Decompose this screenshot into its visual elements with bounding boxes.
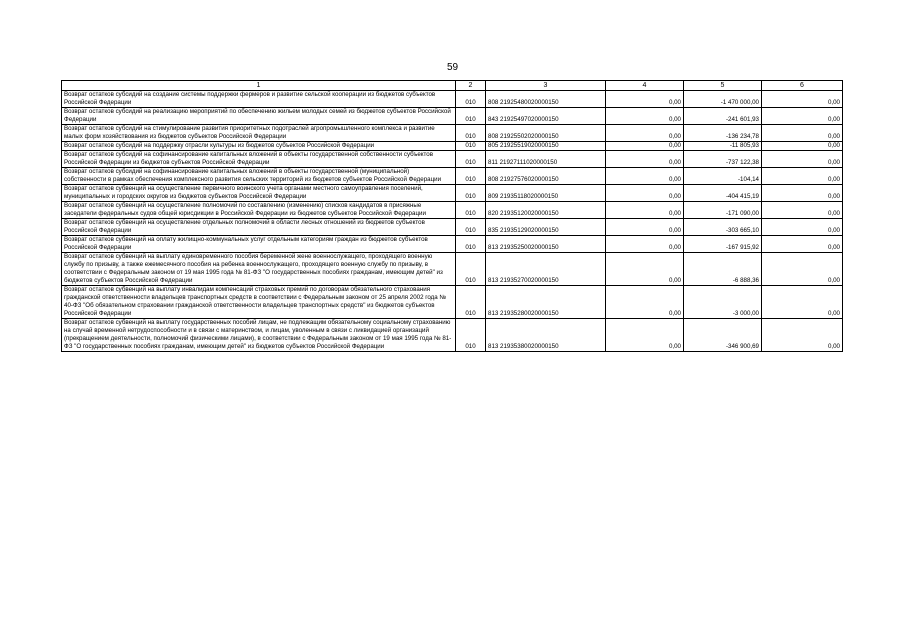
row-name: Возврат остатков субсидий на создание системы поддержки фермеров и развитие сельской кооперации из бюджетов субъектов Российской Федерации	[62, 91, 456, 108]
row-budget-code: 835 21935129020000150	[486, 219, 606, 236]
row-value-col5: -104,14	[684, 168, 762, 185]
row-value-col5: -404 415,19	[684, 185, 762, 202]
row-value-col5: -136 234,78	[684, 125, 762, 142]
row-value-col5: -303 665,10	[684, 219, 762, 236]
row-name: Возврат остатков субсидий на поддержку отрасли культуры из бюджетов субъектов Российской Федерации	[62, 142, 456, 151]
row-value-col5: -11 805,93	[684, 142, 762, 151]
row-value-col6: 0,00	[762, 319, 843, 352]
row-line-code: 010	[456, 253, 486, 286]
col-header-1: 1	[62, 81, 456, 91]
row-name: Возврат остатков субвенций на оплату жилищно-коммунальных услуг отдельным категориям граждан из бюджетов субъектов Российской Федерации	[62, 236, 456, 253]
row-value-col5: -167 915,92	[684, 236, 762, 253]
row-budget-code: 813 21935250020000150	[486, 236, 606, 253]
row-name: Возврат остатков субвенций на осуществление полномочий по составлению (изменению) списков кандидатов в присяжные заседатели федеральных судов общей юрисдикции в Российской Федерации из бюджетов субъектов Российской Федерации	[62, 202, 456, 219]
row-name: Возврат остатков субвенций на выплату государственных пособий лицам, не подлежащим обязательному социальному страхованию на случай временной нетрудоспособности и в связи с материнством, и лицам, уволенным в связи с ликвидацией организаций (прекращением деятельности, полномочий физическими лицами), в соответствии с Федеральным законом от 19 мая 1995 года № 81-ФЗ "О государственных пособиях гражданам, имеющим детей" из бюджетов субъектов Российской Федерации	[62, 319, 456, 352]
row-value-col5: -6 888,36	[684, 253, 762, 286]
row-name: Возврат остатков субсидий на софинансирование капитальных вложений в объекты государственной собственности субъектов Российской Федерации из бюджетов субъектов Российской Федерации	[62, 151, 456, 168]
report-table	[61, 80, 843, 352]
row-value-col6: 0,00	[762, 142, 843, 151]
row-line-code: 010	[456, 319, 486, 352]
row-line-code: 010	[456, 219, 486, 236]
table-row	[62, 168, 843, 185]
row-line-code: 010	[456, 91, 486, 108]
row-name: Возврат остатков субвенций на осуществление первичного воинского учета органами местного самоуправления поселений, муниципальных и городских округов из бюджетов субъектов Российской Федерации	[62, 185, 456, 202]
row-line-code: 010	[456, 142, 486, 151]
table-row	[62, 219, 843, 236]
row-line-code: 010	[456, 125, 486, 142]
row-value-col4: 0,00	[606, 236, 684, 253]
row-budget-code: 808 21927576020000150	[486, 168, 606, 185]
row-name: Возврат остатков субвенций на выплату инвалидам компенсаций страховых премий по договорам обязательного страхования гражданской ответственности владельцев транспортных средств в соответствии с Федеральным законом от 25 апреля 2002 года № 40-ФЗ "Об обязательном страховании гражданской ответственности владельцев транспортных средств" из бюджетов субъектов Российской Федерации	[62, 286, 456, 319]
row-value-col4: 0,00	[606, 108, 684, 125]
row-line-code: 010	[456, 286, 486, 319]
table-row	[62, 151, 843, 168]
row-name: Возврат остатков субвенций на осуществление отдельных полномочий в области лесных отношений из бюджетов субъектов Российской Федерации	[62, 219, 456, 236]
row-value-col5: -346 900,69	[684, 319, 762, 352]
table-row	[62, 125, 843, 142]
row-value-col4: 0,00	[606, 253, 684, 286]
row-budget-code: 805 21925519020000150	[486, 142, 606, 151]
row-value-col4: 0,00	[606, 319, 684, 352]
row-value-col6: 0,00	[762, 219, 843, 236]
table-row	[62, 286, 843, 319]
row-budget-code: 811 21927111020000150	[486, 151, 606, 168]
row-name: Возврат остатков субвенций на выплату единовременного пособия беременной жене военнослужащего, проходящего военную службу по призыву, а также ежемесячного пособия на ребенка военнослужащего, проходящего военную службу по призыву, в соответствии с Федеральным законом от 19 мая 1995 года № 81-ФЗ "О государственных пособиях гражданам, имеющим детей" из бюджетов субъектов Российской Федерации	[62, 253, 456, 286]
row-value-col6: 0,00	[762, 202, 843, 219]
col-header-2: 2	[456, 81, 486, 91]
row-value-col4: 0,00	[606, 219, 684, 236]
row-value-col6: 0,00	[762, 253, 843, 286]
row-value-col4: 0,00	[606, 151, 684, 168]
row-budget-code: 813 21935270020000150	[486, 253, 606, 286]
row-budget-code: 820 21935120020000150	[486, 202, 606, 219]
row-value-col4: 0,00	[606, 125, 684, 142]
row-value-col6: 0,00	[762, 168, 843, 185]
row-name: Возврат остатков субсидий на софинансирование капитальных вложений в объекты государственной (муниципальной) собственности в рамках обеспечения комплексного развития сельских территорий из бюджетов субъектов Российской Федерации	[62, 168, 456, 185]
row-budget-code: 813 21935380020000150	[486, 319, 606, 352]
row-line-code: 010	[456, 202, 486, 219]
row-line-code: 010	[456, 185, 486, 202]
row-value-col5: -737 122,38	[684, 151, 762, 168]
row-value-col6: 0,00	[762, 151, 843, 168]
row-name: Возврат остатков субсидий на реализацию мероприятий по обеспечению жильем молодых семей из бюджетов субъектов Российской Федерации	[62, 108, 456, 125]
row-budget-code: 808 21925480020000150	[486, 91, 606, 108]
header-row	[62, 81, 843, 91]
row-value-col5: -171 090,00	[684, 202, 762, 219]
row-value-col4: 0,00	[606, 202, 684, 219]
row-value-col5: -1 470 000,00	[684, 91, 762, 108]
row-line-code: 010	[456, 168, 486, 185]
row-budget-code: 808 21925502020000150	[486, 125, 606, 142]
row-line-code: 010	[456, 108, 486, 125]
row-value-col6: 0,00	[762, 125, 843, 142]
page-number: 59	[446, 62, 459, 73]
row-value-col6: 0,00	[762, 286, 843, 319]
table-row	[62, 319, 843, 352]
row-value-col6: 0,00	[762, 91, 843, 108]
table-row	[62, 91, 843, 108]
row-line-code: 010	[456, 151, 486, 168]
row-name: Возврат остатков субсидий на стимулирование развития приоритетных подотраслей агропромышленного комплекса и развитие малых форм хозяйствования из бюджетов субъектов Российской Федерации	[62, 125, 456, 142]
table-row	[62, 142, 843, 151]
row-budget-code: 809 21935118020000150	[486, 185, 606, 202]
row-value-col6: 0,00	[762, 108, 843, 125]
row-value-col4: 0,00	[606, 91, 684, 108]
table-row	[62, 236, 843, 253]
col-header-5: 5	[684, 81, 762, 91]
row-budget-code: 813 21935280020000150	[486, 286, 606, 319]
col-header-3: 3	[486, 81, 606, 91]
col-header-6: 6	[762, 81, 843, 91]
row-value-col5: -241 601,93	[684, 108, 762, 125]
row-value-col4: 0,00	[606, 286, 684, 319]
table-row	[62, 202, 843, 219]
row-value-col4: 0,00	[606, 142, 684, 151]
col-header-4: 4	[606, 81, 684, 91]
row-line-code: 010	[456, 236, 486, 253]
table-row	[62, 253, 843, 286]
row-budget-code: 843 21925497020000150	[486, 108, 606, 125]
row-value-col6: 0,00	[762, 185, 843, 202]
row-value-col6: 0,00	[762, 236, 843, 253]
table-row	[62, 108, 843, 125]
table-row	[62, 185, 843, 202]
row-value-col5: -3 000,00	[684, 286, 762, 319]
row-value-col4: 0,00	[606, 185, 684, 202]
row-value-col4: 0,00	[606, 168, 684, 185]
